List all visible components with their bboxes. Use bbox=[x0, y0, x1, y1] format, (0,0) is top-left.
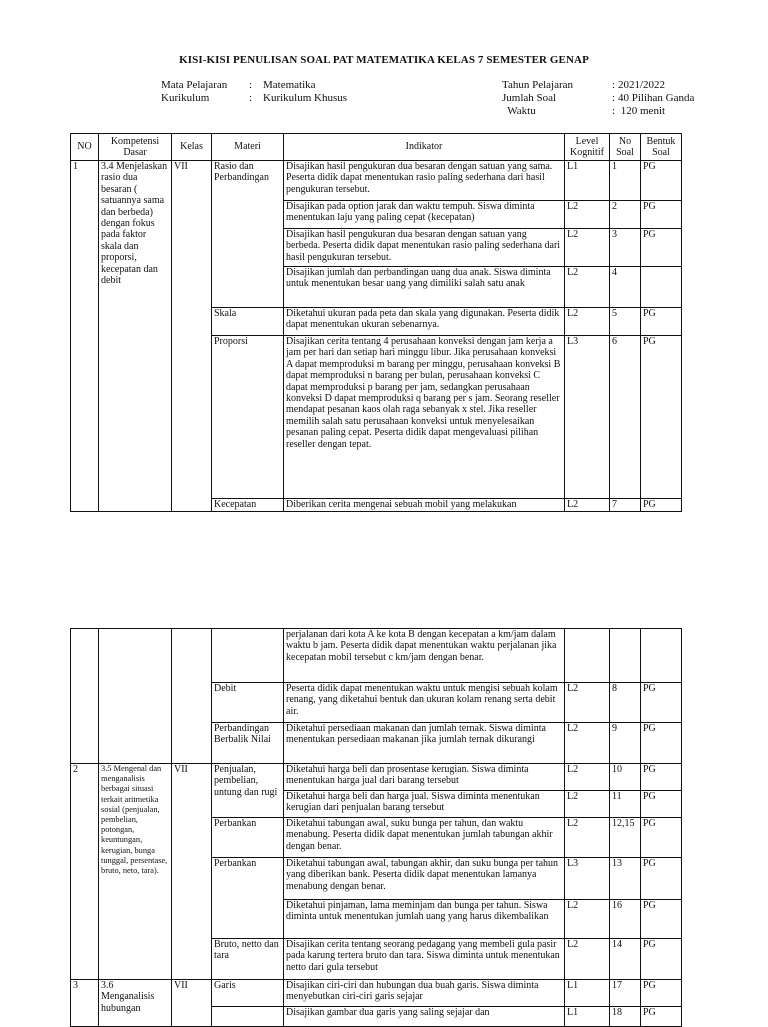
cell-level: L2 bbox=[565, 764, 610, 791]
meta-label: Waktu bbox=[502, 105, 536, 117]
cell-nosoal: 6 bbox=[610, 336, 641, 499]
cell-materi: Debit bbox=[212, 683, 284, 723]
cell-materi: Perbandingan Berbalik Nilai bbox=[212, 723, 284, 764]
header-kelas: Kelas bbox=[172, 134, 212, 161]
cell-indikator: Diketahui harga beli dan prosentase kerugian. Siswa diminta menentukan harga jual dari barang tersebut bbox=[284, 764, 565, 791]
meta-row bbox=[502, 105, 694, 118]
cell-level: L2 bbox=[565, 201, 610, 229]
cell-nosoal: 2 bbox=[610, 201, 641, 229]
cell-bentuk: PG bbox=[641, 723, 682, 764]
kisi-table-page2 bbox=[70, 628, 682, 1027]
cell-level: L2 bbox=[565, 308, 610, 336]
cell-no bbox=[71, 629, 99, 764]
cell-bentuk bbox=[641, 629, 682, 683]
cell-indikator: Disajikan hasil pengukuran dua besaran dengan satuan yang sama. Peserta didik dapat menentukan rasio paling sederhana dari hasil pengukuran tersebut. bbox=[284, 161, 565, 201]
table-row bbox=[71, 629, 682, 683]
meta-label: Tahun Pelajaran bbox=[502, 79, 574, 91]
cell-indikator: Disajikan pada option jarak dan waktu tempuh. Siswa diminta menentukan laju yang paling cepat (kecepatan) bbox=[284, 201, 565, 229]
meta-sep: : bbox=[249, 92, 253, 104]
cell-indikator: Disajikan gambar dua garis yang saling sejajar dan bbox=[284, 1007, 565, 1027]
cell-bentuk: PG bbox=[641, 161, 682, 201]
cell-bentuk: PG bbox=[641, 499, 682, 512]
cell-nosoal: 1 bbox=[610, 161, 641, 201]
cell-materi: Garis bbox=[212, 980, 284, 1007]
cell-indikator: Diketahui harga beli dan harga jual. Siswa diminta menentukan kerugian dari penjualan barang tersebut bbox=[284, 791, 565, 818]
meta-label: Jumlah Soal bbox=[502, 92, 557, 104]
header-nosoal: No Soal bbox=[610, 134, 641, 161]
cell-bentuk: PG bbox=[641, 980, 682, 1007]
cell-bentuk: PG bbox=[641, 858, 682, 900]
table-row bbox=[71, 764, 682, 791]
cell-nosoal: 5 bbox=[610, 308, 641, 336]
kisi-table-page1 bbox=[70, 133, 682, 512]
cell-level: L3 bbox=[565, 858, 610, 900]
cell-level: L1 bbox=[565, 161, 610, 201]
cell-bentuk bbox=[641, 267, 682, 308]
cell-indikator: perjalanan dari kota A ke kota B dengan kecepatan a km/jam dalam waktu b jam. Peserta didik dapat menentukan waktu perjalanan jika kecepatan mobil tersebut c km/jam dengan benar. bbox=[284, 629, 565, 683]
cell-indikator: Disajikan hasil pengukuran dua besaran dengan satuan yang berbeda. Peserta didik dapat menentukan rasio paling sederhana dari hasil pengukuran tersebut. bbox=[284, 229, 565, 267]
cell-nosoal: 9 bbox=[610, 723, 641, 764]
cell-nosoal: 4 bbox=[610, 267, 641, 308]
cell-level: L1 bbox=[565, 1007, 610, 1027]
cell-nosoal: 13 bbox=[610, 858, 641, 900]
cell-indikator: Disajikan cerita tentang seorang pedagang yang membeli gula pasir pada karung tertera bruto dan tara. Siswa diminta untuk menentukan netto dari gula tersebut bbox=[284, 939, 565, 980]
meta-value: 120 menit bbox=[618, 105, 666, 117]
cell-level: L2 bbox=[565, 683, 610, 723]
cell-kelas bbox=[172, 629, 212, 764]
cell-bentuk: PG bbox=[641, 818, 682, 858]
cell-bentuk: PG bbox=[641, 939, 682, 980]
cell-indikator: Diketahui tabungan awal, tabungan akhir, dan suku bunga per tahun yang diberikan bank. Peserta didik dapat menentukan lamanya menabung dengan benar. bbox=[284, 858, 565, 900]
cell-kompetensi bbox=[99, 629, 172, 764]
meta-value: 2021/2022 bbox=[618, 79, 666, 91]
meta-sep: : bbox=[612, 92, 616, 104]
cell-level: L2 bbox=[565, 791, 610, 818]
meta-value: Kurikulum Khusus bbox=[263, 92, 348, 104]
cell-kelas: VII bbox=[172, 764, 212, 980]
cell-kompetensi: 3.6 Menganalisis hubungan bbox=[99, 980, 172, 1027]
cell-bentuk: PG bbox=[641, 336, 682, 499]
cell-indikator: Disajikan jumlah dan perbandingan uang dua anak. Siswa diminta untuk menentukan besar uang yang dimiliki salah satu anak bbox=[284, 267, 565, 308]
meta-row bbox=[161, 92, 347, 105]
cell-bentuk: PG bbox=[641, 229, 682, 267]
meta-row bbox=[502, 79, 694, 92]
header-no: NO bbox=[71, 134, 99, 161]
cell-kelas: VII bbox=[172, 980, 212, 1027]
cell-level: L3 bbox=[565, 336, 610, 499]
cell-indikator: Diketahui persediaan makanan dan jumlah ternak. Siswa diminta menentukan persediaan makanan jika jumlah ternak dikurangi bbox=[284, 723, 565, 764]
cell-bentuk: PG bbox=[641, 764, 682, 791]
cell-indikator: Diketahui ukuran pada peta dan skala yang digunakan. Peserta didik dapat menentukan ukuran sebenarnya. bbox=[284, 308, 565, 336]
header-kompetensi: Kompetensi Dasar bbox=[99, 134, 172, 161]
cell-kompetensi: 3.4 Menjelaskan rasio dua besaran ( satuannya sama dan berbeda) dengan fokus pada faktor skala dan proporsi, kecepatan dan debit bbox=[99, 161, 172, 512]
cell-level bbox=[565, 629, 610, 683]
cell-kelas: VII bbox=[172, 161, 212, 512]
table-row bbox=[71, 980, 682, 1007]
cell-bentuk: PG bbox=[641, 201, 682, 229]
meta-label: Mata Pelajaran bbox=[161, 79, 228, 91]
cell-nosoal: 12,15 bbox=[610, 818, 641, 858]
cell-materi bbox=[212, 629, 284, 683]
cell-bentuk: PG bbox=[641, 791, 682, 818]
meta-label: Kurikulum bbox=[161, 92, 210, 104]
cell-nosoal: 3 bbox=[610, 229, 641, 267]
cell-nosoal: 17 bbox=[610, 980, 641, 1007]
cell-materi: Kecepatan bbox=[212, 499, 284, 512]
cell-indikator: Disajikan ciri-ciri dan hubungan dua buah garis. Siswa diminta menyebutkan ciri-ciri garis sejajar bbox=[284, 980, 565, 1007]
table-row bbox=[71, 161, 682, 201]
cell-nosoal: 10 bbox=[610, 764, 641, 791]
meta-row bbox=[502, 92, 694, 105]
cell-indikator: Diketahui pinjaman, lama meminjam dan bunga per tahun. Siswa diminta untuk menentukan jumlah uang yang harus dikembalikan bbox=[284, 900, 565, 939]
header-bentuk: Bentuk Soal bbox=[641, 134, 682, 161]
cell-level: L2 bbox=[565, 499, 610, 512]
cell-nosoal: 7 bbox=[610, 499, 641, 512]
cell-no: 2 bbox=[71, 764, 99, 980]
meta-value: Matematika bbox=[263, 79, 316, 91]
cell-level: L2 bbox=[565, 229, 610, 267]
cell-nosoal: 16 bbox=[610, 900, 641, 939]
cell-no: 3 bbox=[71, 980, 99, 1027]
cell-nosoal bbox=[610, 629, 641, 683]
meta-sep: : bbox=[612, 79, 616, 91]
cell-level: L2 bbox=[565, 723, 610, 764]
cell-no: 1 bbox=[71, 161, 99, 512]
meta-value: 40 Pilihan Ganda bbox=[618, 92, 695, 104]
cell-materi: Skala bbox=[212, 308, 284, 336]
meta-left bbox=[161, 79, 347, 105]
cell-bentuk: PG bbox=[641, 308, 682, 336]
cell-bentuk: PG bbox=[641, 1007, 682, 1027]
cell-level: L2 bbox=[565, 818, 610, 858]
cell-kompetensi: 3.5 Mengenal dan menganalisis berbagai situasi terkait aritmetika sosial (penjualan, pembelian, potongan, keuntungan, kerugian, bunga tunggal, persentase, bruto, neto, tara). bbox=[99, 764, 172, 980]
cell-nosoal: 8 bbox=[610, 683, 641, 723]
meta-row bbox=[161, 79, 347, 92]
cell-materi: Rasio dan Perbandingan bbox=[212, 161, 284, 308]
cell-materi: Penjualan, pembelian, untung dan rugi bbox=[212, 764, 284, 818]
cell-bentuk: PG bbox=[641, 900, 682, 939]
document-title: KISI-KISI PENULISAN SOAL PAT MATEMATIKA KELAS 7 SEMESTER GENAP bbox=[179, 54, 589, 66]
header-indikator: Indikator bbox=[284, 134, 565, 161]
cell-materi: Proporsi bbox=[212, 336, 284, 499]
cell-materi: Perbankan bbox=[212, 858, 284, 939]
header-materi: Materi bbox=[212, 134, 284, 161]
cell-level: L1 bbox=[565, 980, 610, 1007]
meta-sep: : bbox=[249, 79, 253, 91]
cell-nosoal: 11 bbox=[610, 791, 641, 818]
cell-bentuk: PG bbox=[641, 683, 682, 723]
cell-level: L2 bbox=[565, 900, 610, 939]
table-header-row bbox=[71, 134, 682, 161]
cell-indikator: Peserta didik dapat menentukan waktu untuk mengisi sebuah kolam renang, yang diketahui bentuk dan ukuran kolam renang serta debit air. bbox=[284, 683, 565, 723]
cell-indikator: Diketahui tabungan awal, suku bunga per tahun, dan waktu menabung. Peserta didik dapat menentukan jumlah tabungan akhir dengan benar. bbox=[284, 818, 565, 858]
cell-nosoal: 14 bbox=[610, 939, 641, 980]
header-level: Level Kognitif bbox=[565, 134, 610, 161]
cell-level: L2 bbox=[565, 939, 610, 980]
cell-level: L2 bbox=[565, 267, 610, 308]
cell-nosoal: 18 bbox=[610, 1007, 641, 1027]
cell-indikator: Disajikan cerita tentang 4 perusahaan konveksi dengan jam kerja a jam per hari dan setiap hari minggu libur. Jika perusahaan konveksi A dapat memproduksi m barang per minggu, perusahaan konveksi B dapat memproduksi n barang per bulan, perusahaan konveksi C dapat memproduksi p barang per jam, sedangkan perusahaan konveksi D dapat memproduksi q barang per s jam. Seorang reseller mendapat pesanan kaos olah raga sebanyak x stel. Jika reseller memilih salah satu perusahaan konveksi untuk menyelesaikan pesanan paling cepat. Peserta didik dapat mengevaluasi pilihan reseller dengan tepat. bbox=[284, 336, 565, 499]
meta-right bbox=[502, 79, 694, 118]
cell-materi: Bruto, netto dan tara bbox=[212, 939, 284, 980]
cell-materi: Perbankan bbox=[212, 818, 284, 858]
meta-sep: : bbox=[612, 105, 616, 117]
cell-indikator: Diberikan cerita mengenai sebuah mobil yang melakukan bbox=[284, 499, 565, 512]
